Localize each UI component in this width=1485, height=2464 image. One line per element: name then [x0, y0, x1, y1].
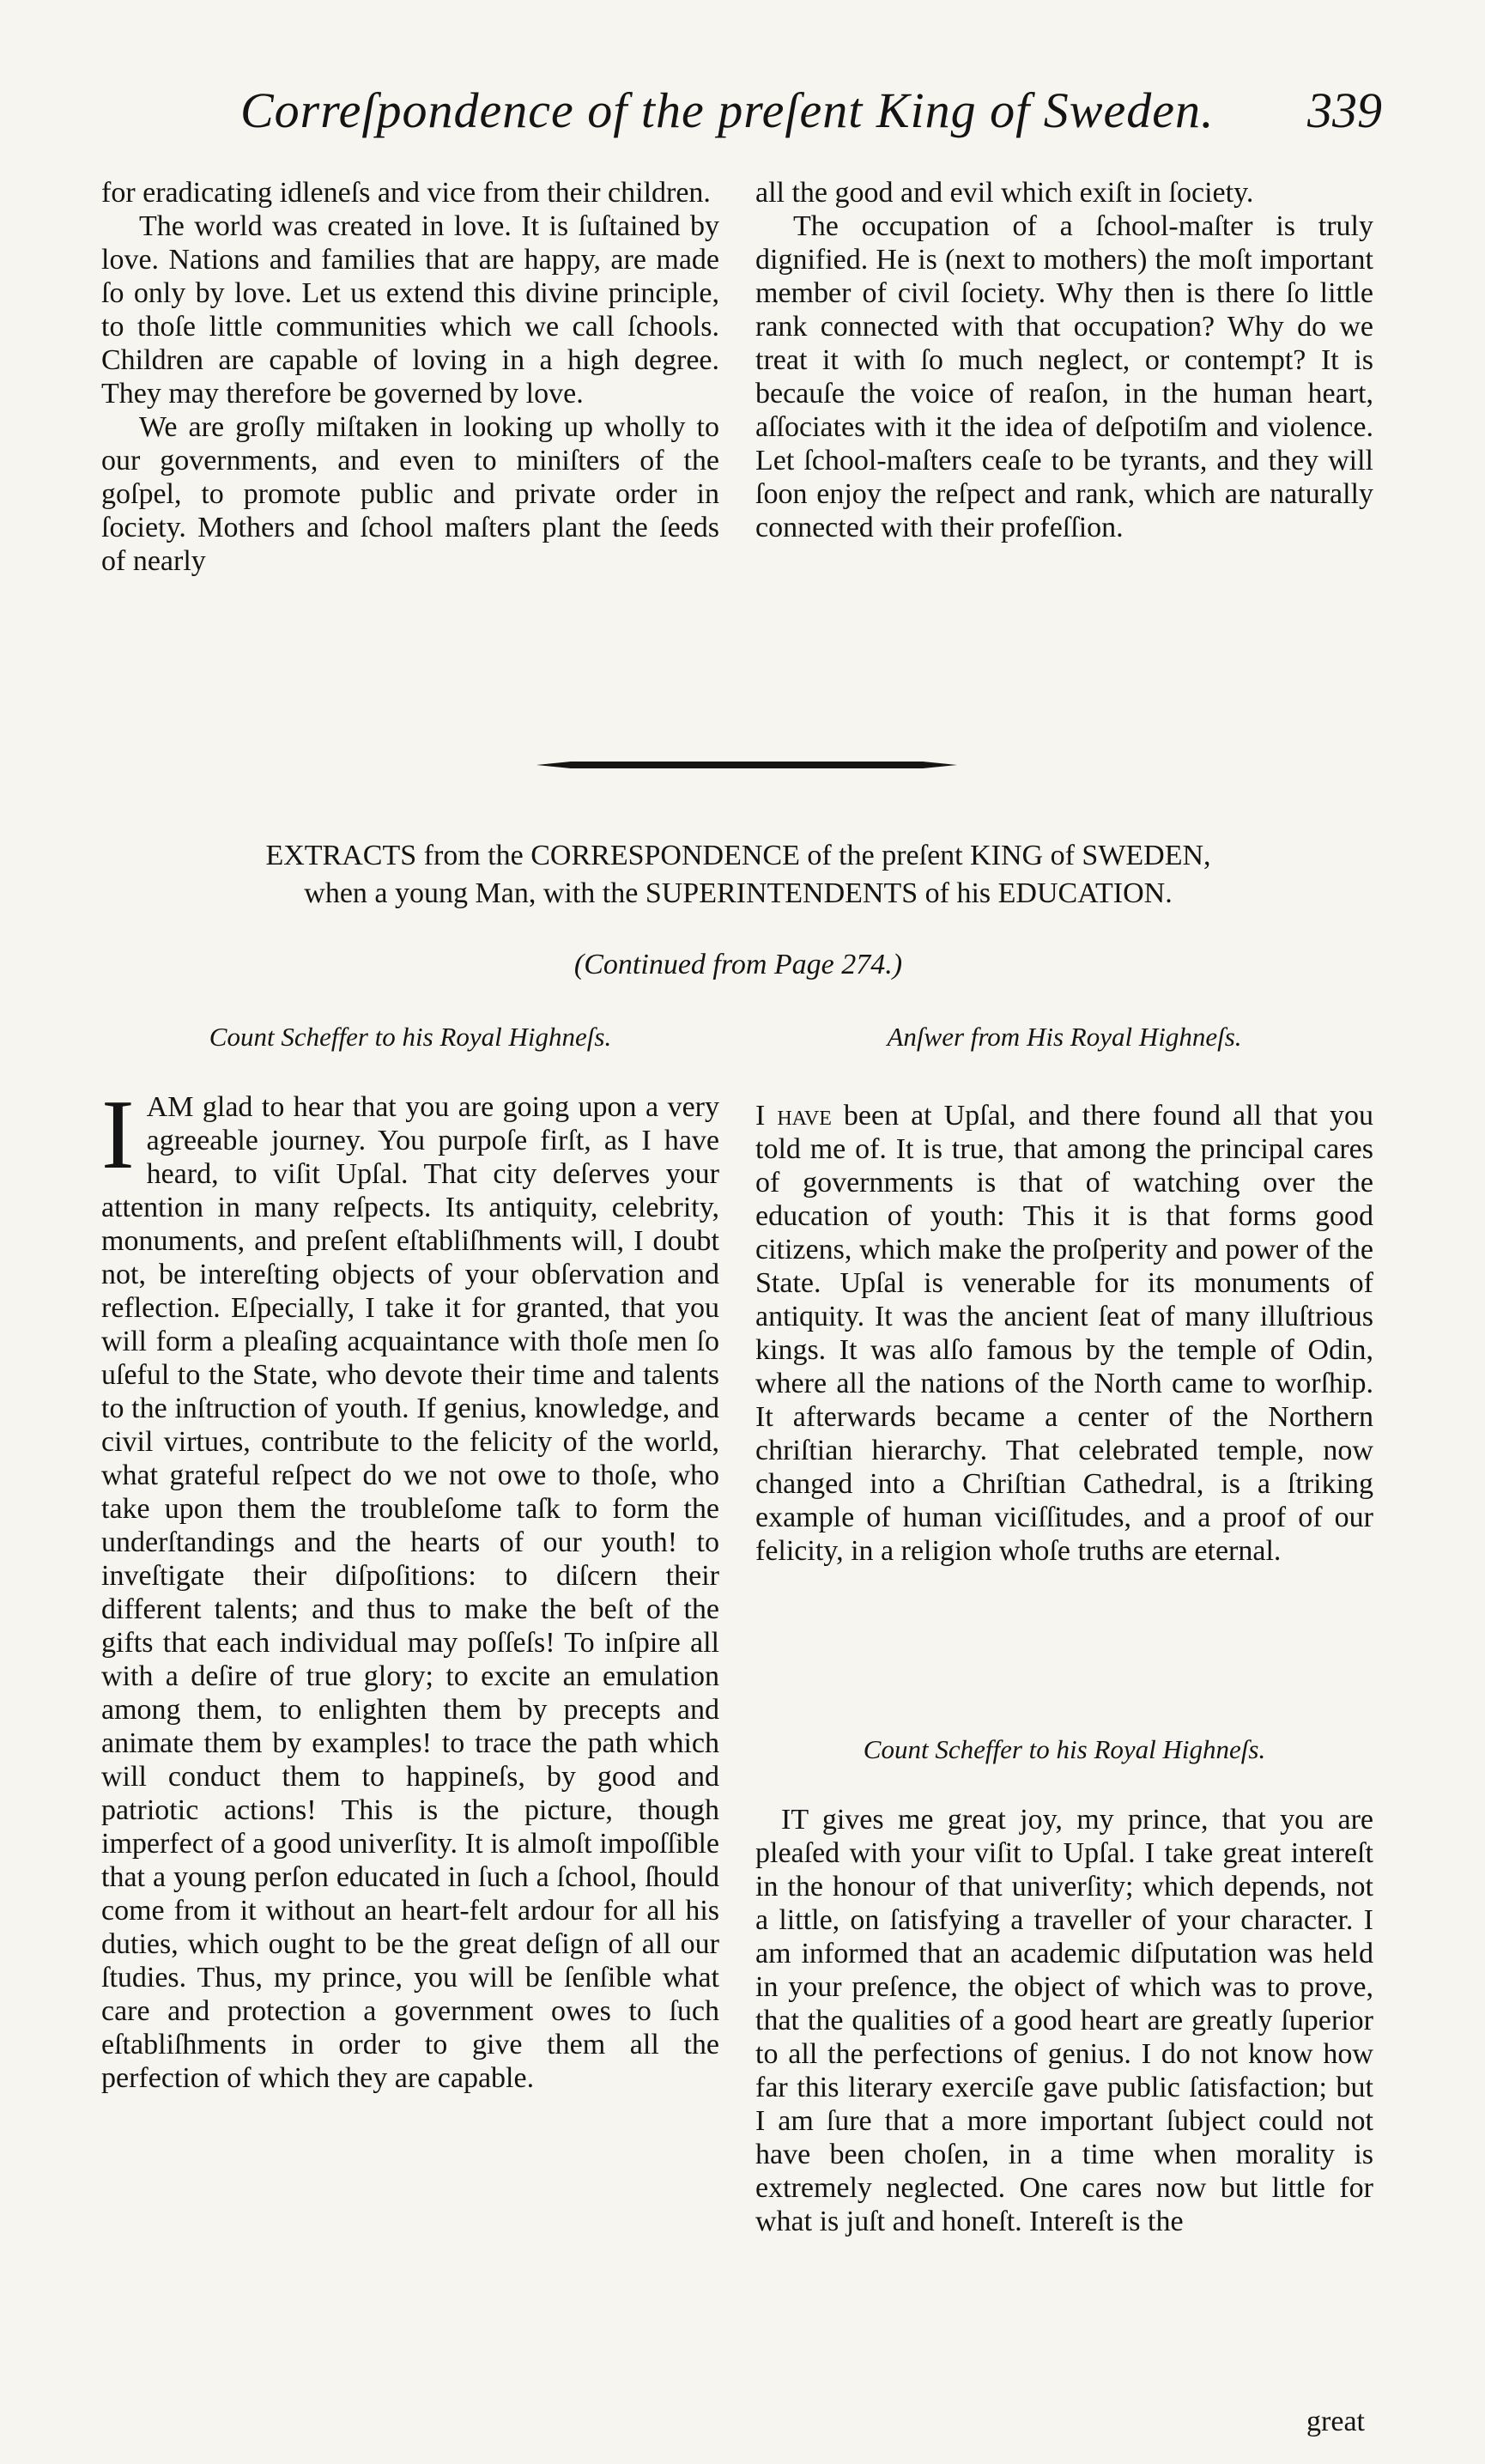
- extracts-heading: [94, 837, 1382, 913]
- letter-heading-scheffer-2: Count Scheffer to his Royal Highneſs.: [863, 1734, 1266, 1764]
- letter-text: been at Upſal, and there found all that you told me of. It is true, that among the principal cares of governments is that of watching over the education of youth: This it is that forms good citizens, which make the proſperity and power of the State. Upſal is venerable for its monuments of antiquity. It was the ancient ſeat of many illuſtrious kings. It was alſo famous by the temple of Odin, where all the nations of the North came to worſhip. It afterwards became a center of the Northern chriſtian hierarchy. That celebrated temple, now changed into a Chriſtian Cathedral, is a ſtriking example of human viciſſitudes, and a proof of our felicity, in a religion whoſe truths are eternal.: [755, 1100, 1373, 1567]
- extracts-heading-line-2: when a young Man, with the SUPERINTENDENTS of his EDUCATION.: [304, 877, 1173, 909]
- extracts-heading-line-1: EXTRACTS from the CORRESPONDENCE of the preſent KING of SWEDEN,: [265, 840, 1211, 871]
- letter-lead: I have: [755, 1100, 832, 1132]
- page-number: 339: [1307, 82, 1382, 138]
- section-divider-rule: [536, 760, 957, 770]
- catchword: great: [1306, 2406, 1365, 2437]
- letter-answer-body: [755, 1099, 1373, 1568]
- drop-cap: I: [101, 1080, 135, 1190]
- paragraph: all the good and evil which exiſt in ſociety.: [755, 177, 1254, 209]
- letter-paragraph: [755, 1099, 1373, 1568]
- letter-paragraph: IT gives me great joy, my prince, that you are pleaſed with your viſit to Upſal. I take great intereſt in the honour of that univerſity; which depends, not a little, on ſatisfying a traveller of your character. I am informed that an academic diſputation was held in your preſence, the object of which was to prove, that the qualities of a good heart are greatly ſuperior to all the perfections of genius. I do not know how far this literary exerciſe gave public ſatisfaction; but I am ſure that a more important ſubject could not have been choſen, in a time when morality is extremely neglected. One cares now but little for what is juſt and honeſt. Intereſt is the: [755, 1804, 1373, 2237]
- paragraph: We are groſly miſtaken in looking up wholly to our governments, and even to miniſters of the goſpel, to promote public and private order in ſociety. Mothers and ſchool maſters plant the ſeeds of nearly: [101, 411, 719, 577]
- divider-ornament: [536, 760, 957, 770]
- continued-note: (Continued from Page 274.): [573, 949, 903, 980]
- top-left-column: [101, 176, 719, 578]
- letter-heading-scheffer: Count Scheffer to his Royal Highneſs.: [209, 1022, 612, 1052]
- letter-text: AM glad to hear that you are going upon a very agreeable journey. You purpoſe firſt, as I have heard, to viſit Upſal. That city deſerves your attention in many reſpects. Its antiquity, celebrity, monuments, and preſent eſtabliſhments will, I doubt not, be intereſting objects of your obſervation and reflection. Eſpecially, I take it for granted, that you will form a pleaſing acquaintance with thoſe men ſo uſeful to the State, who devote their time and talents to the inſtruction of youth. If genius, knowledge, and civil virtues, contribute to the felicity of the world, what grateful reſpect do we not owe to thoſe, who take upon them the troubleſome taſk to form the underſtandings and the hearts of our youth! to inveſtigate their diſpoſitions: to diſcern their different talents; and thus to make the beſt of the gifts that each individual may poſſeſs! To inſpire all with a deſire of true glory; to excite an emulation among them, to enlighten them by precepts and animate them by examples! to trace the path which will conduct them to happineſs, by good and patriotic actions! This is the picture, though imperfect of a good univerſity. It is almoſt impoſſible that a young perſon educated in ſuch a ſchool, ſhould come from it without an heart-felt ardour for all his duties, which ought to be the great deſign of all our ſtudies. Thus, my prince, you will be ſenſible what care and protection a government owes to ſuch eſtabliſhments in order to give them all the perfection of which they are capable.: [101, 1091, 719, 2094]
- running-head: [240, 82, 1382, 159]
- paragraph: The occupation of a ſchool-maſter is truly dignified. He is (next to mothers) the moſt important member of civil ſociety. Why then is there ſo little rank connected with that occupation? Why do we treat it with ſo much neglect, or contempt? It is becauſe the voice of reaſon, in the human heart, aſſociates with it the idea of deſpotiſm and violence. Let ſchool-maſters ceaſe to be tyrants, and they will ſoon enjoy the reſpect and rank, which are naturally connected with their profeſſion.: [755, 210, 1373, 543]
- letter-scheffer-2-body: [755, 1803, 1373, 2238]
- paragraph: The world was created in love. It is ſuſtained by love. Nations and families that are happy, are made ſo only by love. Let us extend this divine principle, to thoſe little communities which we call ſchools. Children are capable of loving in a high degree. They may therefore be governed by love.: [101, 210, 719, 410]
- letter-scheffer-body: [101, 1080, 719, 2095]
- top-right-column: [755, 176, 1373, 544]
- letter-paragraph: [101, 1080, 719, 2095]
- running-title: Correſpondence of the preſent King of Sweden.: [240, 82, 1215, 138]
- letter-heading-answer: Anſwer from His Royal Highneſs.: [887, 1022, 1242, 1052]
- paragraph: for eradicating idleneſs and vice from their children.: [101, 177, 711, 209]
